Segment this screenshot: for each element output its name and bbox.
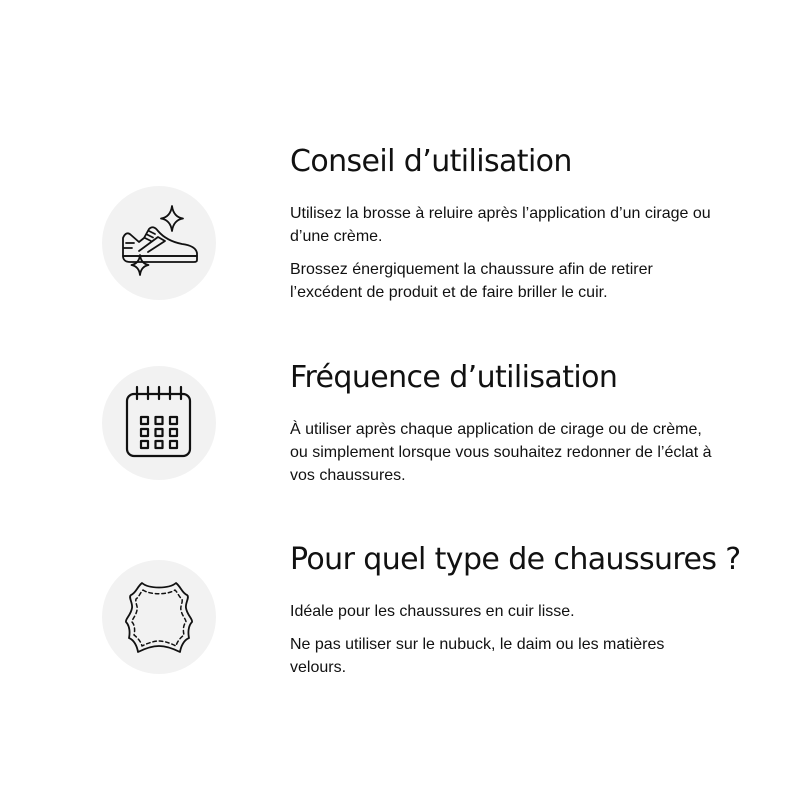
usage-frequency-content (290, 360, 750, 487)
usage-advice-content (290, 144, 750, 304)
shoe-type-content (290, 542, 750, 679)
leather-hide-icon (102, 560, 216, 674)
usage-frequency-paragraph: À utiliser après chaque application de cirage ou de crème, ou simplement lorsque vous souhaitez redonner de l’éclat à vos chaussures. (290, 421, 712, 484)
shoe-type-paragraph: Idéale pour les chaussures en cuir lisse. (290, 603, 575, 620)
usage-advice-title: Conseil d’utilisation (290, 144, 572, 179)
usage-advice-paragraph: Brossez énergiquement la chaussure afin de retirer l’excédent de produit et de faire briller le cuir. (290, 261, 653, 301)
shoe-type-title: Pour quel type de chaussures ? (290, 542, 741, 577)
calendar-icon (102, 366, 216, 480)
sneaker-sparkle-icon (102, 186, 216, 300)
usage-frequency-title: Fréquence d’utilisation (290, 360, 618, 395)
shoe-type-paragraph: Ne pas utiliser sur le nubuck, le daim ou les matières velours. (290, 636, 665, 676)
usage-advice-paragraph: Utilisez la brosse à reluire après l’application d’un cirage ou d’une crème. (290, 205, 711, 245)
